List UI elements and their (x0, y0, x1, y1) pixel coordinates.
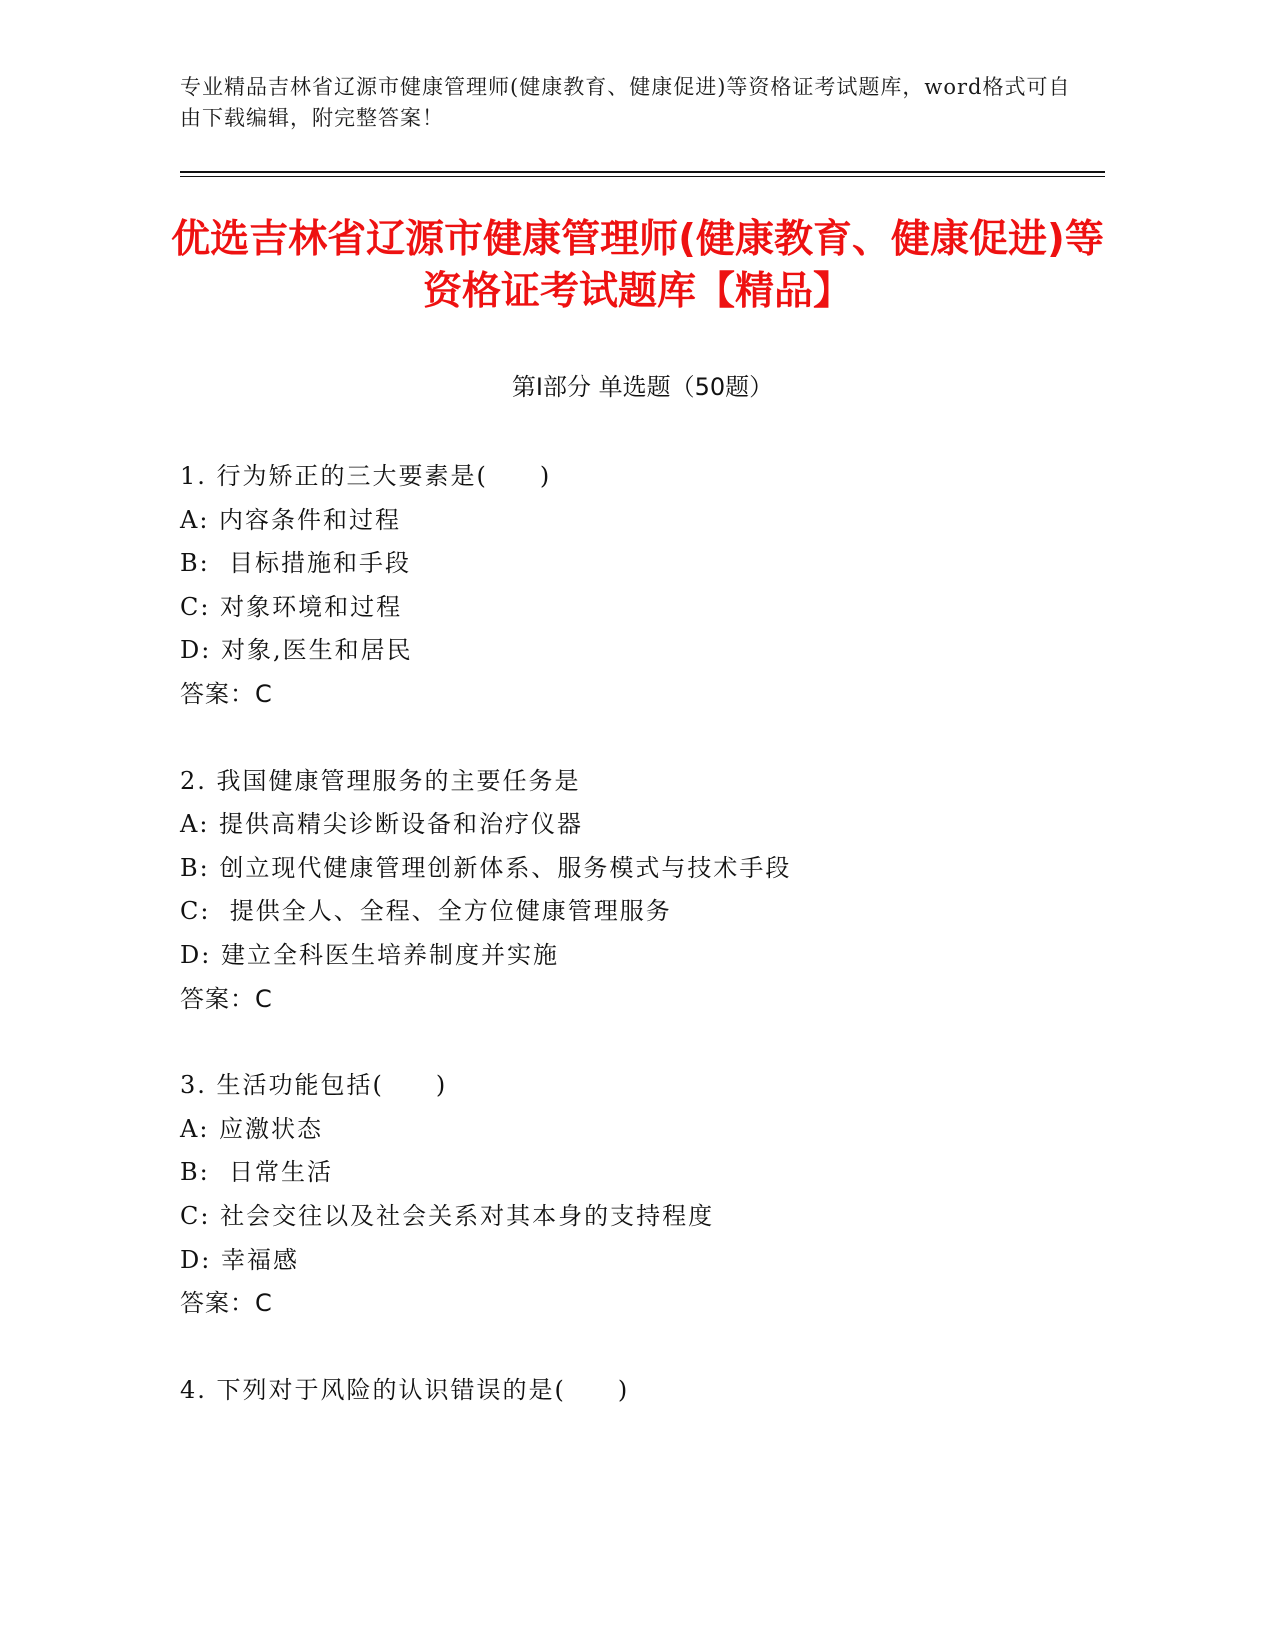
option-b: B: 目标措施和手段 (180, 549, 411, 578)
question-2 (180, 760, 1105, 1022)
question-stem: 3. 生活功能包括( ) (180, 1071, 448, 1100)
option-a: A: 内容条件和过程 (180, 505, 402, 534)
option-c: C: 社会交往以及社会关系对其本身的支持程度 (180, 1201, 715, 1230)
option-d: D: 幸福感 (180, 1245, 299, 1274)
option-a: A: 提供高精尖诊断设备和治疗仪器 (180, 810, 584, 839)
header-note: 专业精品吉林省辽源市健康管理师(健康教育、健康促进)等资格证考试题库，word格式可自由下载编辑，附完整答案！ (180, 75, 1071, 130)
question-3 (180, 1064, 1105, 1326)
question-4 (180, 1369, 1105, 1413)
option-c: C: 对象环境和过程 (180, 592, 403, 621)
document-title: 优选吉林省辽源市健康管理师(健康教育、健康促进)等资格证考试题库【精品】 (171, 217, 1104, 314)
header-rule-thin (180, 176, 1105, 177)
header-rule-thick (180, 171, 1105, 173)
question-stem: 4. 下列对于风险的认识错误的是( ) (180, 1375, 630, 1404)
option-d: D: 建立全科医生培养制度并实施 (180, 940, 559, 969)
option-b: B: 日常生活 (180, 1158, 333, 1187)
question-list (180, 455, 1105, 1455)
section-heading: 第Ⅰ部分 单选题（50题） (511, 373, 774, 401)
question-1 (180, 455, 1105, 717)
answer: 答案：C (180, 1289, 273, 1318)
option-b: B: 创立现代健康管理创新体系、服务模式与技术手段 (180, 853, 792, 882)
answer: 答案：C (180, 679, 273, 708)
answer: 答案：C (180, 984, 273, 1013)
option-d: D: 对象,医生和居民 (180, 636, 413, 665)
option-c: C: 提供全人、全程、全方位健康管理服务 (180, 897, 672, 926)
option-a: A: 应激状态 (180, 1114, 324, 1143)
question-stem: 2. 我国健康管理服务的主要任务是 (180, 766, 581, 795)
question-stem: 1. 行为矫正的三大要素是( ) (180, 462, 552, 490)
